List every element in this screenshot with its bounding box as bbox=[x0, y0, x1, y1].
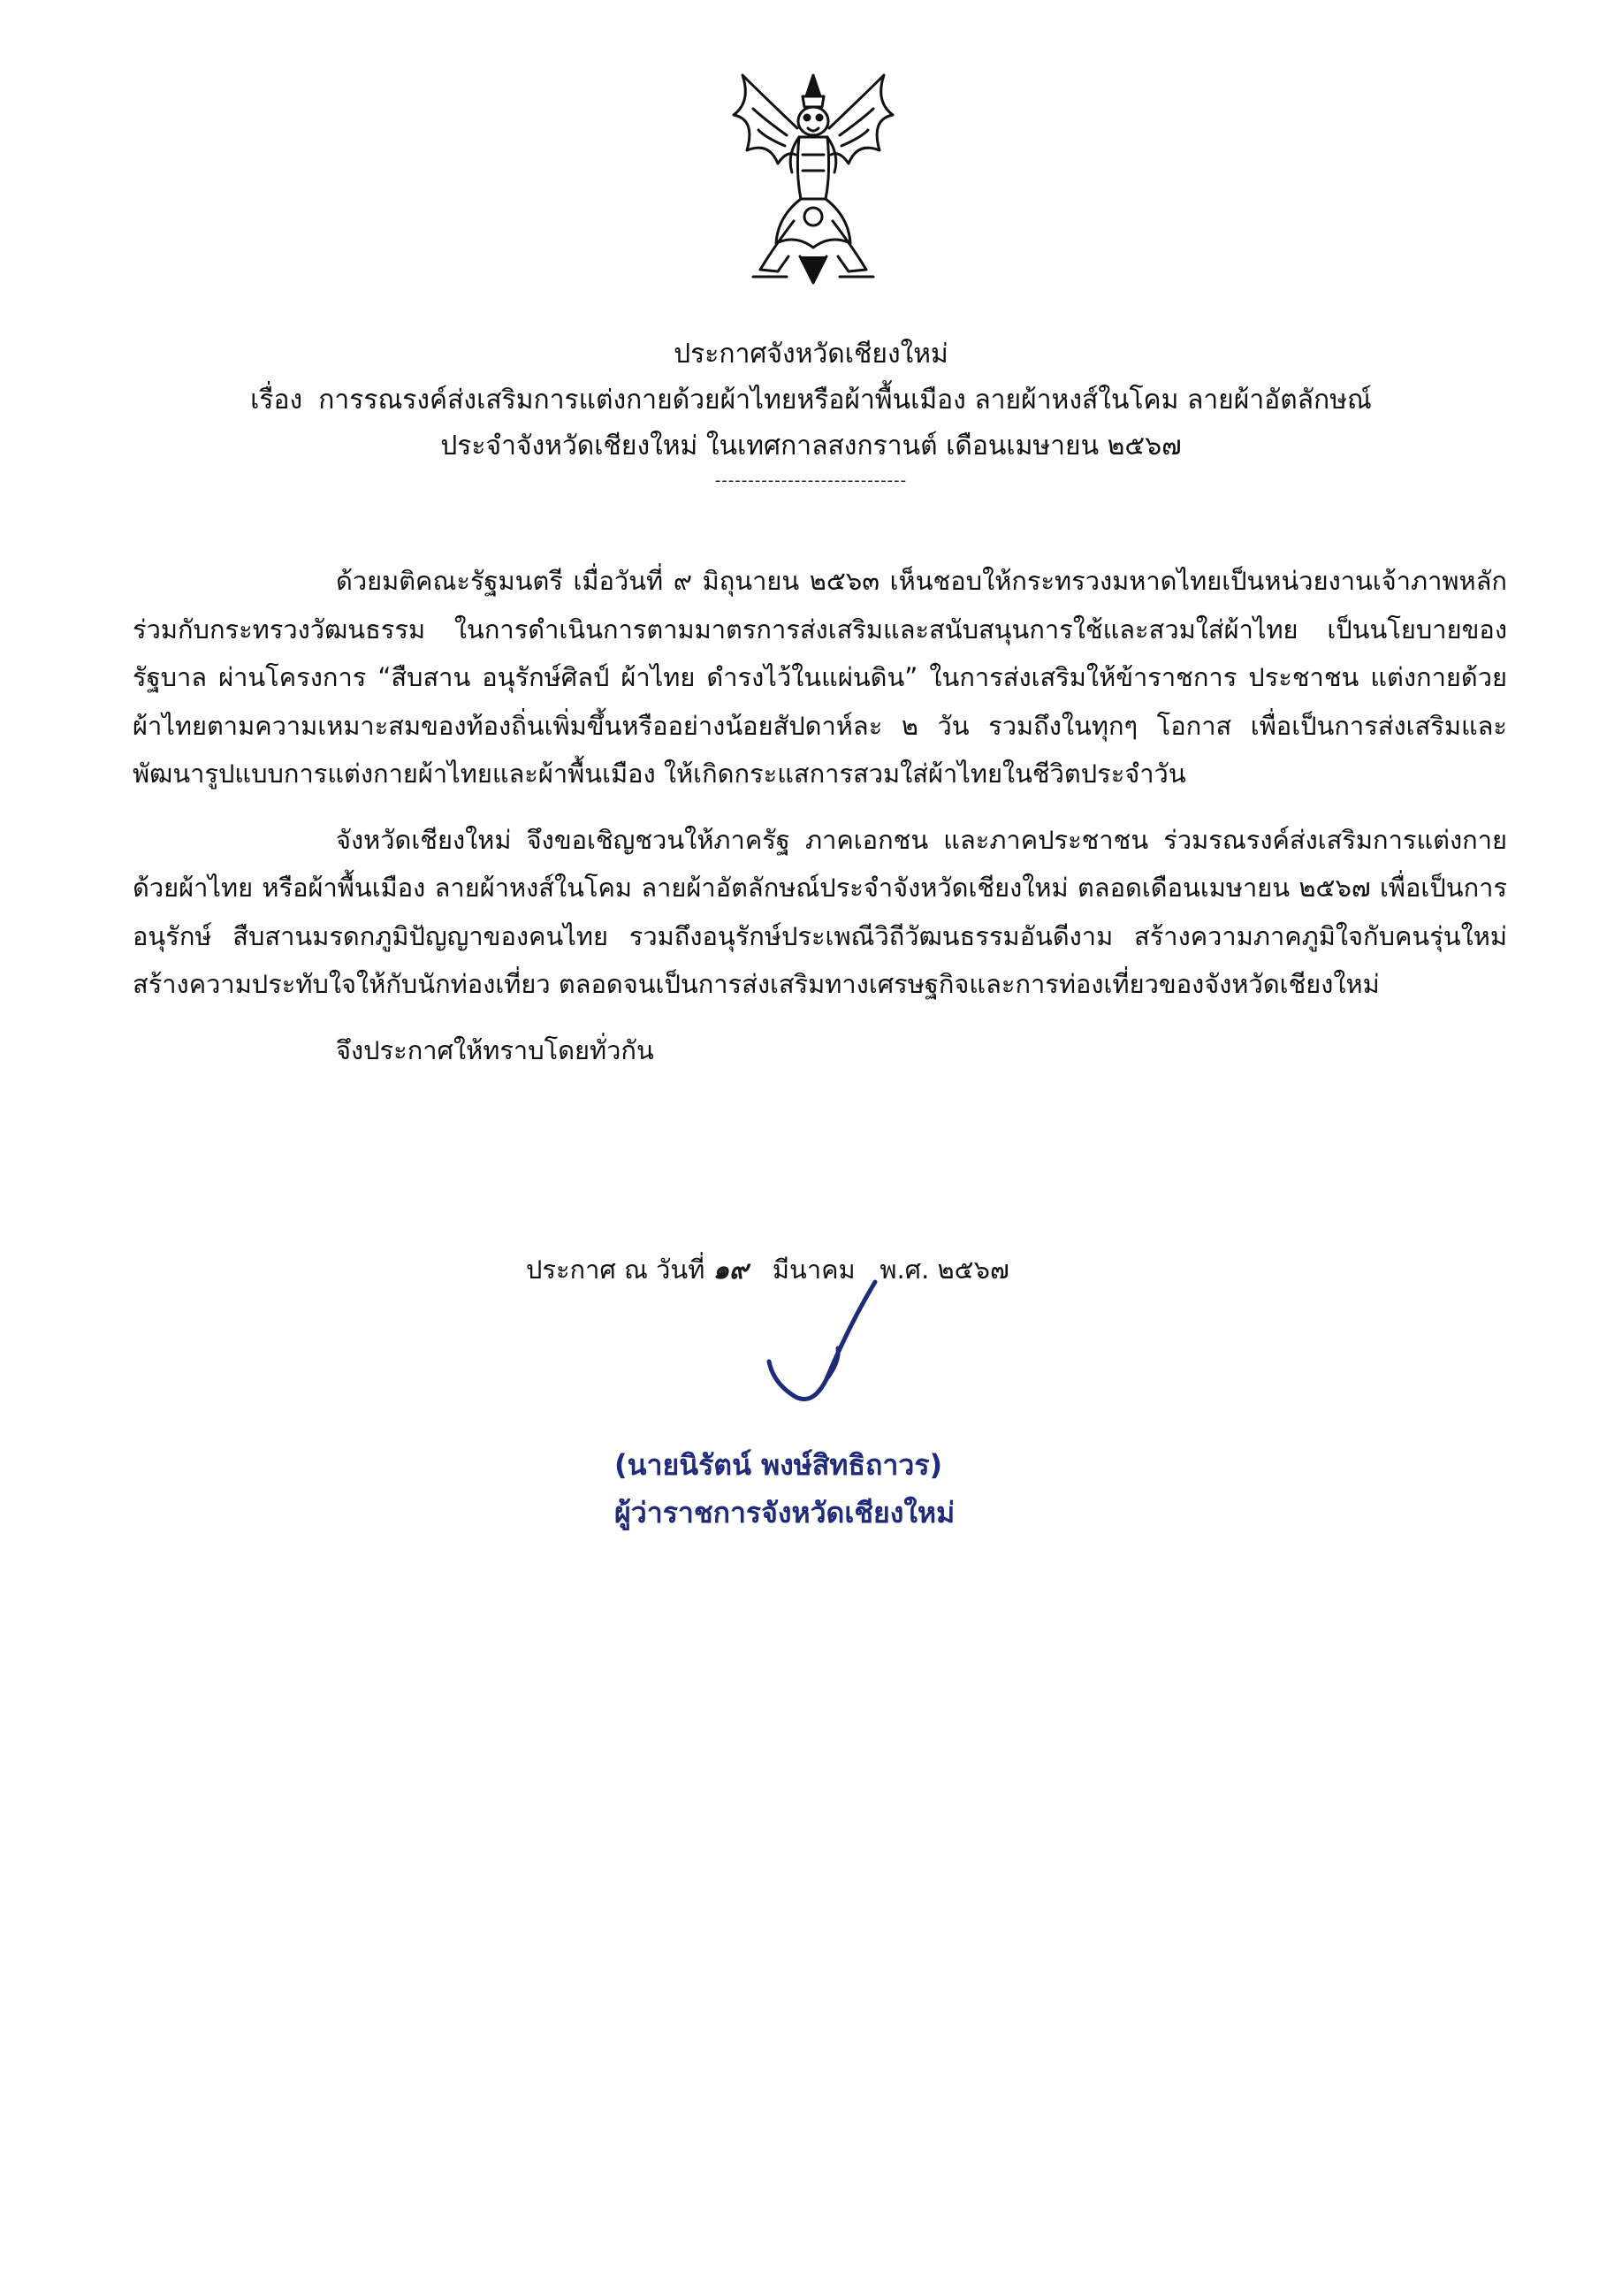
title-separator: ----------------------------- bbox=[714, 471, 908, 490]
body-paragraph-1: ด้วยมติคณะรัฐมนตรี เมื่อวันที่ ๙ มิถุนายน ๒๕๖๓ เห็นชอบให้กระทรวงมหาดไทยเป็นหน่วยงานเจ้าภาพหลักร่วมกับกระทรวงวัฒนธรรม ในการดำเนินการตามมาตรการส่งเสริมและสนับสนุนการใช้และสวมใส่ผ้าไทย เป็นนโยบายของรัฐบาล ผ่านโครงการ “สืบสาน อนุรักษ์ศิลป์ ผ้าไทย ดำรงไว้ในแผ่นดิน” ในการส่งเสริมให้ข้าราชการ ประชาชน แต่งกายด้วยผ้าไทยตามความเหมาะสมของท้องถิ่นเพิ่มขึ้นหรืออย่างน้อยสัปดาห์ละ ๒ วัน รวมถึงในทุกๆ โอกาส เพื่อเป็นการส่งเสริมและพัฒนารูปแบบการแต่งกายผ้าไทยและผ้าพื้นเมือง ให้เกิดกระแสการสวมใส่ผ้าไทยในชีวิตประจำวัน bbox=[133, 566, 1507, 789]
garuda-emblem-icon bbox=[725, 66, 902, 296]
body-paragraph-2: จังหวัดเชียงใหม่ จึงขอเชิญชวนให้ภาครัฐ ภาคเอกชน และภาคประชาชน ร่วมรณรงค์ส่งเสริมการแต่งกายด้วยผ้าไทย หรือผ้าพื้นเมือง ลายผ้าหงส์ในโคม ลายผ้าอัตลักษณ์ประจำจังหวัดเชียงใหม่ ตลอดเดือนเมษายน ๒๕๖๗ เพื่อเป็นการอนุรักษ์ สืบสานมรดกภูมิปัญญาของคนไทย รวมถึงอนุรักษ์ประเพณีวิถีวัฒนธรรมอันดีงาม สร้างความภาคภูมิใจกับคนรุ่นใหม่สร้างความประทับใจให้กับนักท่องเที่ยว ตลอดจนเป็นการส่งเสริมทางเศรษฐกิจและการท่องเที่ยวของจังหวัดเชียงใหม่ bbox=[133, 824, 1507, 999]
date-month: มีนาคม bbox=[772, 1255, 856, 1285]
subject-label: เรื่อง bbox=[250, 385, 303, 416]
announcement-title: ประกาศจังหวัดเชียงใหม่ bbox=[674, 339, 948, 370]
signer-block bbox=[614, 1441, 955, 1537]
signer-name: (นายนิรัตน์ พงษ์สิทธิถาวร) bbox=[614, 1448, 943, 1482]
subject-line-2: ประจำจังหวัดเชียงใหม่ ในเทศกาลสงกรานต์ เดือนเมษายน ๒๕๖๗ bbox=[440, 431, 1182, 461]
subject-text-1: การรณรงค์ส่งเสริมการแต่งกายด้วยผ้าไทยหรือผ้าพื้นเมือง ลายผ้าหงส์ในโคม ลายผ้าอัตลักษณ์ bbox=[318, 385, 1372, 416]
handwritten-signature-icon bbox=[742, 1273, 919, 1432]
announcement-header bbox=[133, 332, 1489, 491]
date-prefix: ประกาศ ณ วันที่ bbox=[526, 1255, 705, 1285]
signer-position: ผู้ว่าราชการจังหวัดเชียงใหม่ bbox=[614, 1496, 956, 1529]
announcement-body bbox=[133, 557, 1507, 1074]
subject-line-1 bbox=[133, 378, 1489, 423]
date-year: พ.ศ. ๒๕๖๗ bbox=[880, 1255, 1009, 1285]
closing-statement: จึงประกาศให้ทราบโดยทั่วกัน bbox=[336, 1034, 654, 1065]
date-day: ๑๙ bbox=[712, 1255, 749, 1285]
